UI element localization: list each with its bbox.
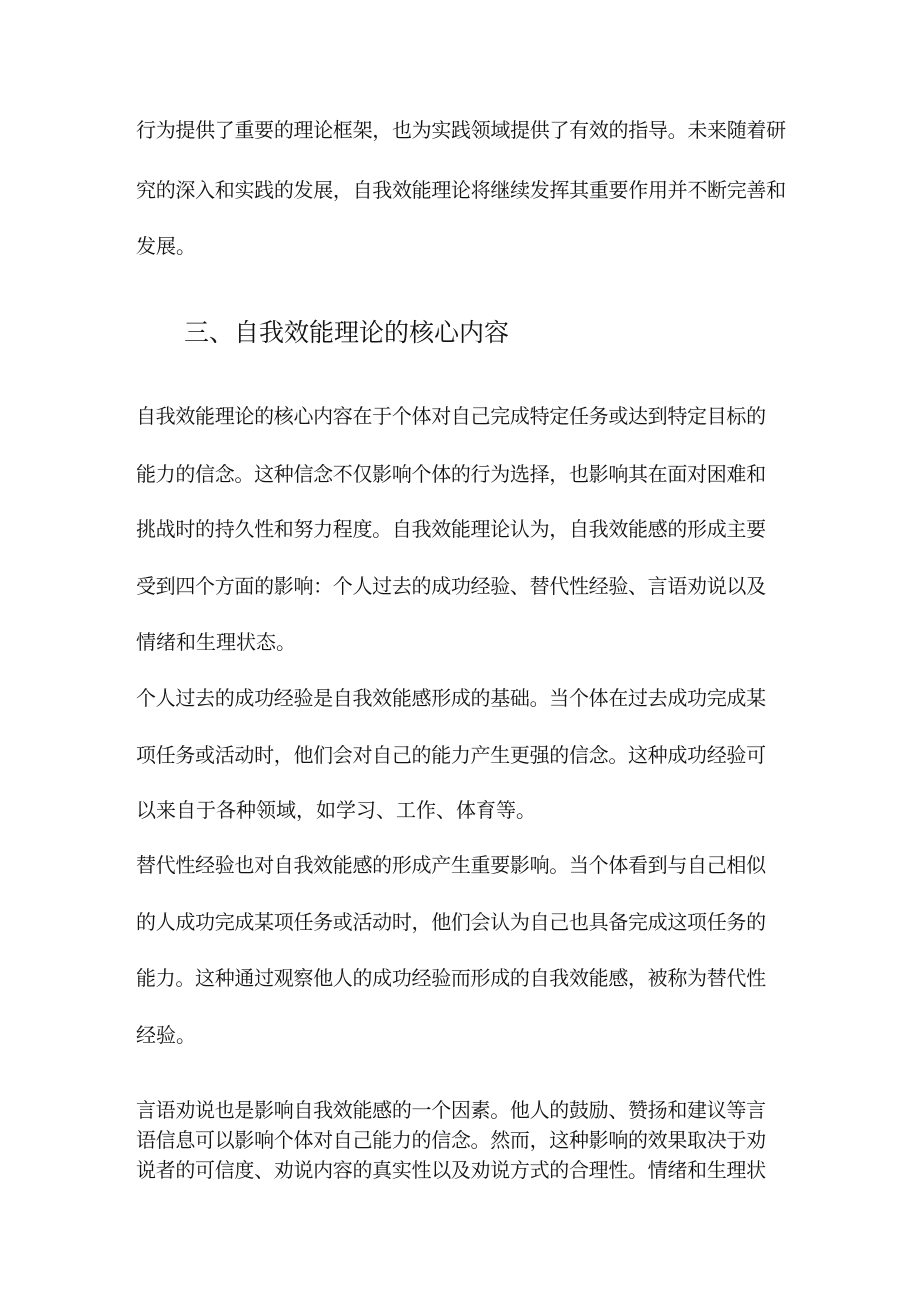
text-line: 挑战时的持久性和努力程度。自我效能理论认为，自我效能感的形成主要	[136, 517, 766, 541]
text-line: 能力。这种通过观察他人的成功经验而形成的自我效能感，被称为替代性	[136, 966, 766, 990]
text-line: 以来自于各种领域，如学习、工作、体育等。	[136, 798, 536, 822]
text-line: 受到四个方面的影响：个人过去的成功经验、替代性经验、言语劝说以及	[136, 574, 766, 598]
text-line: 项任务或活动时，他们会对自己的能力产生更强的信念。这种成功经验可	[136, 743, 766, 767]
text-line: 说者的可信度、劝说内容的真实性以及劝说方式的合理性。情绪和生理状	[136, 1158, 766, 1182]
text-line: 个人过去的成功经验是自我效能感形成的基础。当个体在过去成功完成某	[136, 686, 766, 710]
text-line: 能力的信念。这种信念不仅影响个体的行为选择，也影响其在面对困难和	[136, 462, 766, 486]
text-line: 情绪和生理状态。	[136, 630, 296, 654]
text-line: 究的深入和实践的发展，自我效能理论将继续发挥其重要作用并不断完善和	[136, 178, 786, 202]
text-line: 语信息可以影响个体对自己能力的信念。然而，这种影响的效果取决于劝	[136, 1128, 766, 1152]
text-line: 言语劝说也是影响自我效能感的一个因素。他人的鼓励、赞扬和建议等言	[136, 1098, 766, 1122]
text-line: 自我效能理论的核心内容在于个体对自己完成特定任务或达到特定目标的	[136, 404, 766, 428]
text-line: 替代性经验也对自我效能感的形成产生重要影响。当个体看到与自己相似	[136, 853, 766, 877]
text-line: 经验。	[136, 1023, 196, 1047]
text-line: 的人成功完成某项任务或活动时，他们会认为自己也具备完成这项任务的	[136, 910, 766, 934]
text-line: 行为提供了重要的理论框架，也为实践领域提供了有效的指导。未来随着研	[136, 118, 786, 142]
text-line: 发展。	[136, 234, 196, 258]
section-heading: 三、自我效能理论的核心内容	[184, 318, 510, 347]
